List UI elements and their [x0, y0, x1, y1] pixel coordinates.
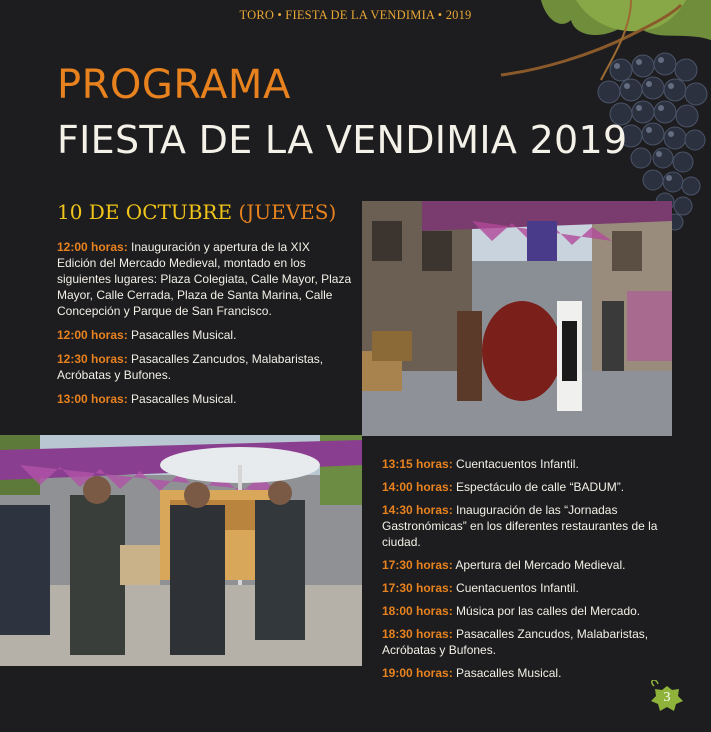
- entry-time: 14:30 horas:: [382, 503, 453, 517]
- schedule-entry: [57, 239, 352, 319]
- entry-text: Inauguración de las “Jornadas Gastronómicas” en los diferentes restaurantes de la ciudad.: [382, 503, 658, 549]
- entry-text: Cuentacuentos Infantil.: [456, 581, 579, 595]
- page-number-badge: [650, 680, 684, 714]
- day-date: 10 DE OCTUBRE: [57, 200, 233, 224]
- entry-time: 18:00 horas:: [382, 604, 453, 618]
- entry-text: Cuentacuentos Infantil.: [456, 457, 579, 471]
- entry-time: 13:00 horas:: [57, 392, 128, 406]
- schedule-entry: [382, 502, 682, 550]
- entry-time: 12:00 horas:: [57, 328, 128, 342]
- header-tagline: TORO • FIESTA DE LA VENDIMIA • 2019: [239, 8, 472, 22]
- schedule-entry: [57, 391, 352, 407]
- entry-text: Pasacalles Musical.: [456, 666, 562, 680]
- entry-text: Espectáculo de calle “BADUM”.: [456, 480, 625, 494]
- entry-text: Pasacalles Zancudos, Malabaristas, Acróbatas y Bufones.: [57, 352, 324, 382]
- photo-medieval-street-parade: [362, 201, 672, 436]
- entry-text: Pasacalles Musical.: [131, 328, 237, 342]
- day-heading: [57, 200, 336, 224]
- entry-text: Pasacalles Zancudos, Malabaristas, Acróbatas y Bufones.: [382, 627, 649, 657]
- schedule-entry: [57, 327, 352, 343]
- day-weekday: (JUEVES): [238, 200, 337, 224]
- entry-text: Inauguración y apertura de la XIX Edición del Mercado Medieval, montado en los siguientes lugares: Plaza Colegiata, Calle Mayor, Plaza Mayor, Calle Cerrada, Plaza de Santa Marina, Calle Concepción y Parque de San Francisco.: [57, 240, 352, 318]
- page-number: 3: [663, 690, 671, 705]
- entry-time: 12:30 horas:: [57, 352, 128, 366]
- entry-time: 14:00 horas:: [382, 480, 453, 494]
- schedule-entry: [382, 603, 682, 619]
- entry-time: 13:15 horas:: [382, 457, 453, 471]
- page-title-event: FIESTA DE LA VENDIMIA 2019: [57, 118, 628, 162]
- page-title-programa: PROGRAMA: [57, 62, 291, 108]
- schedule-entry: [382, 580, 682, 596]
- schedule-entry: [382, 479, 682, 495]
- entry-time: 17:30 horas:: [382, 558, 453, 572]
- schedule-entry: [382, 557, 682, 573]
- entry-text: Apertura del Mercado Medieval.: [455, 558, 626, 572]
- schedule-entry: [382, 456, 682, 472]
- schedule-entry: [382, 665, 682, 681]
- schedule-entry: [382, 626, 682, 658]
- entry-time: 17:30 horas:: [382, 581, 453, 595]
- entry-text: Música por las calles del Mercado.: [456, 604, 641, 618]
- entry-time: 12:00 horas:: [57, 240, 128, 254]
- entry-time: 18:30 horas:: [382, 627, 453, 641]
- entry-time: 19:00 horas:: [382, 666, 453, 680]
- photo-bagpipers-market: [0, 435, 362, 666]
- schedule-right: [382, 456, 682, 688]
- entry-text: Pasacalles Musical.: [131, 392, 237, 406]
- schedule-entry: [57, 351, 352, 383]
- schedule-left: [57, 239, 352, 415]
